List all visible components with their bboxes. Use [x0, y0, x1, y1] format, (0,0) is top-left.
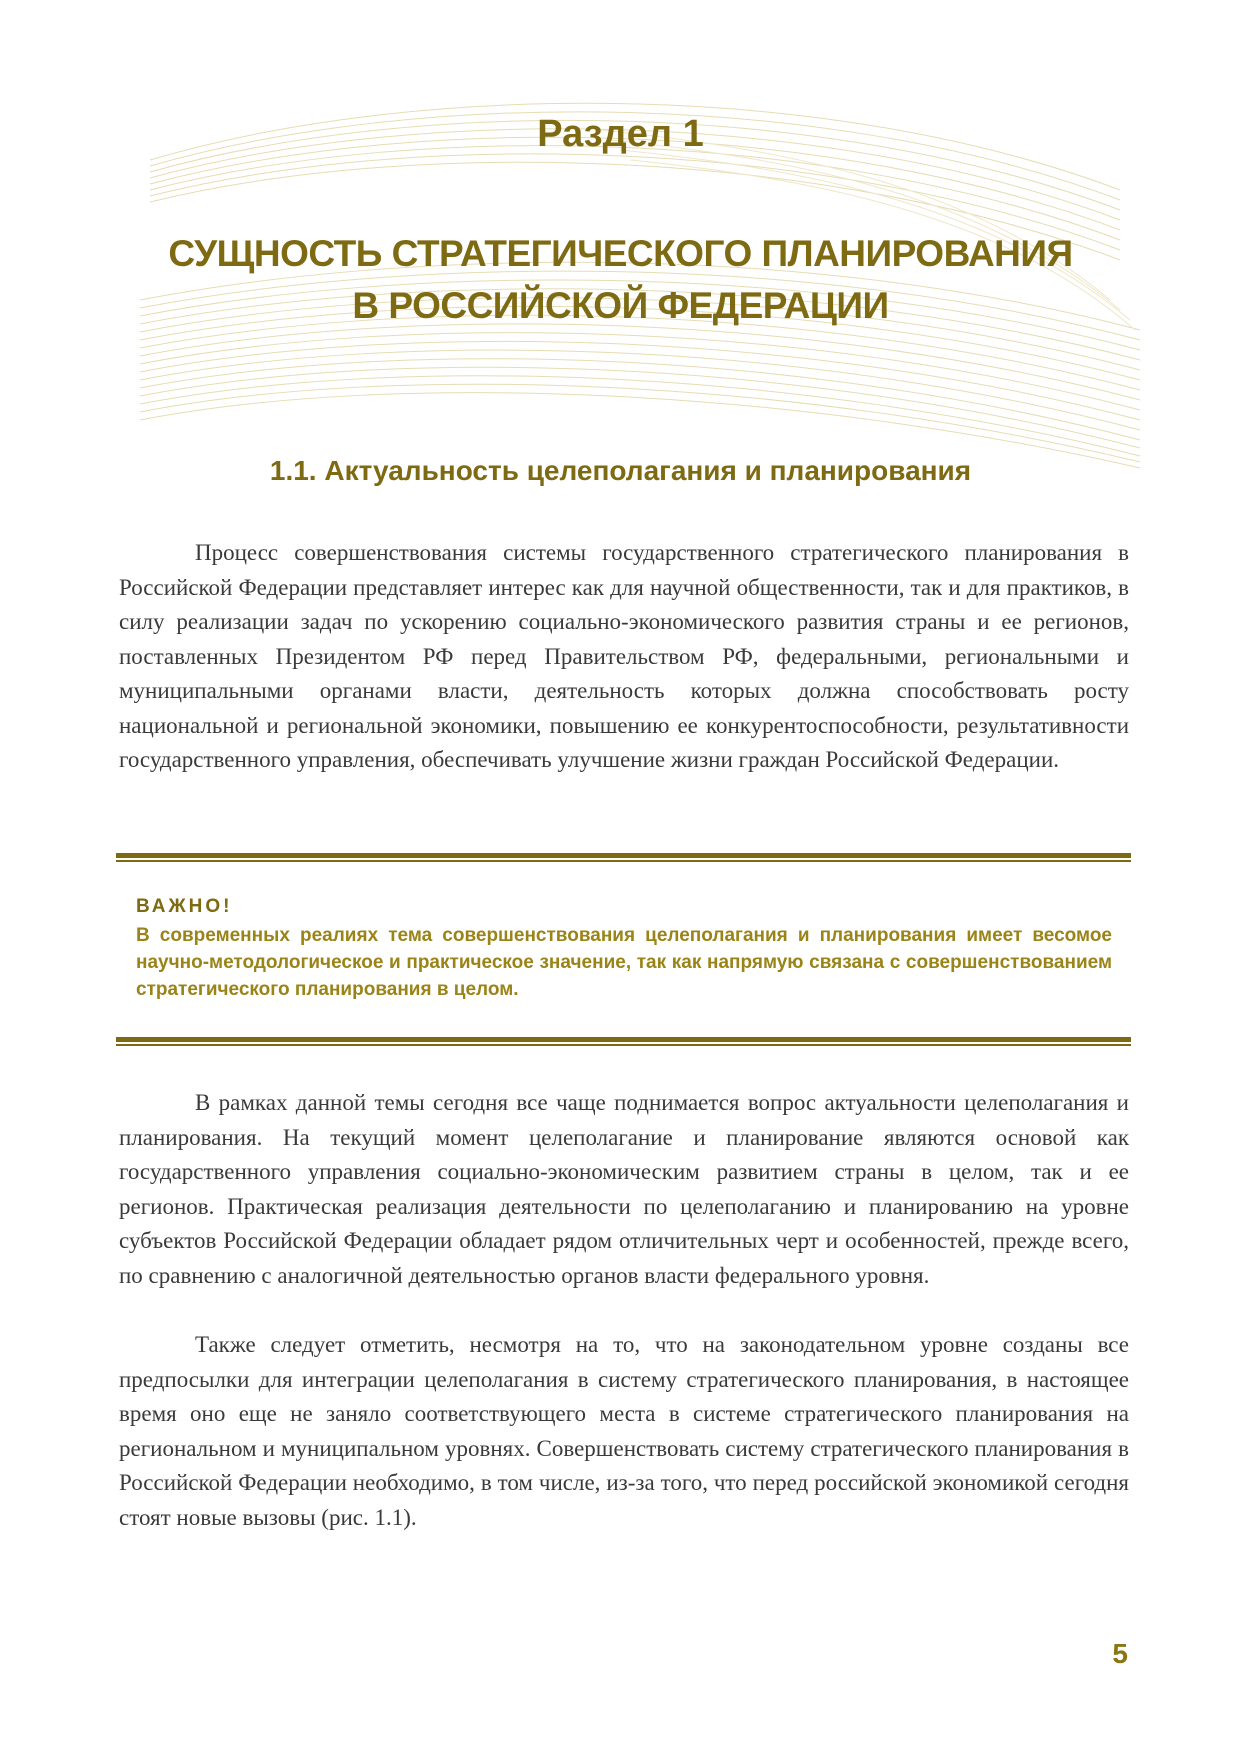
section-label: Раздел 1: [537, 113, 704, 155]
paragraph-1: Процесс совершенствования системы государственного стратегического планирования в Российской Федерации представляет интерес как для научной общественности, так и для практиков, в силу реализации задач по ускорению социально-экономического развития страны и ее регионов, поставленных Президентом РФ перед Правительством РФ, федеральными, региональными и муниципальными органами власти, деятельность которых должна способствовать росту национальной и региональной экономики, повышению ее конкурентоспособности, результативности государственного управления, обеспечивать улучшение жизни граждан Российской Федерации.: [119, 540, 1129, 772]
important-text: В современных реалиях тема совершенствования целеполагания и планирования имеет весомое научно-методологическое и практическое значение, так как напрямую связана с совершенствованием стратегического планирования в целом.: [136, 925, 1112, 1000]
page-number: 5: [1112, 1638, 1128, 1669]
chapter-title-line-2: В РОССИЙСКОЙ ФЕДЕРАЦИИ: [352, 285, 889, 326]
chapter-title-line-1: СУЩНОСТЬ СТРАТЕГИЧЕСКОГО ПЛАНИРОВАНИЯ: [168, 233, 1073, 274]
paragraph-2: В рамках данной темы сегодня все чаще поднимается вопрос актуальности целеполагания и планирования. На текущий момент целеполагание и планирование являются основой как государственного управления социально-экономическим развитием страны в целом, так и ее регионов. Практическая реализация деятельности по целеполаганию и планированию на уровне субъектов Российской Федерации обладает рядом отличительных черт и особенностей, прежде всего, по сравнению с аналогичной деятельностью органов власти федерального уровня.: [119, 1090, 1129, 1288]
important-box-top-rule: [116, 853, 1131, 862]
important-box-bottom-rule: [116, 1037, 1131, 1046]
subsection-title: 1.1. Актуальность целеполагания и планирования: [269, 455, 972, 486]
important-label: ВАЖНО!: [136, 896, 233, 917]
chapter-title: [0, 228, 1241, 332]
paragraph-3: Также следует отметить, несмотря на то, что на законодательном уровне созданы все предпосылки для интеграции целеполагания в систему стратегического планирования, в настоящее время оно еще не заняло соответствующего места в системе стратегического планирования на региональном и муниципальном уровнях. Совершенствовать систему стратегического планирования в Российской Федерации необходимо, в том числе, из-за того, что перед российской экономикой сегодня стоят новые вызовы (рис. 1.1).: [119, 1332, 1129, 1530]
